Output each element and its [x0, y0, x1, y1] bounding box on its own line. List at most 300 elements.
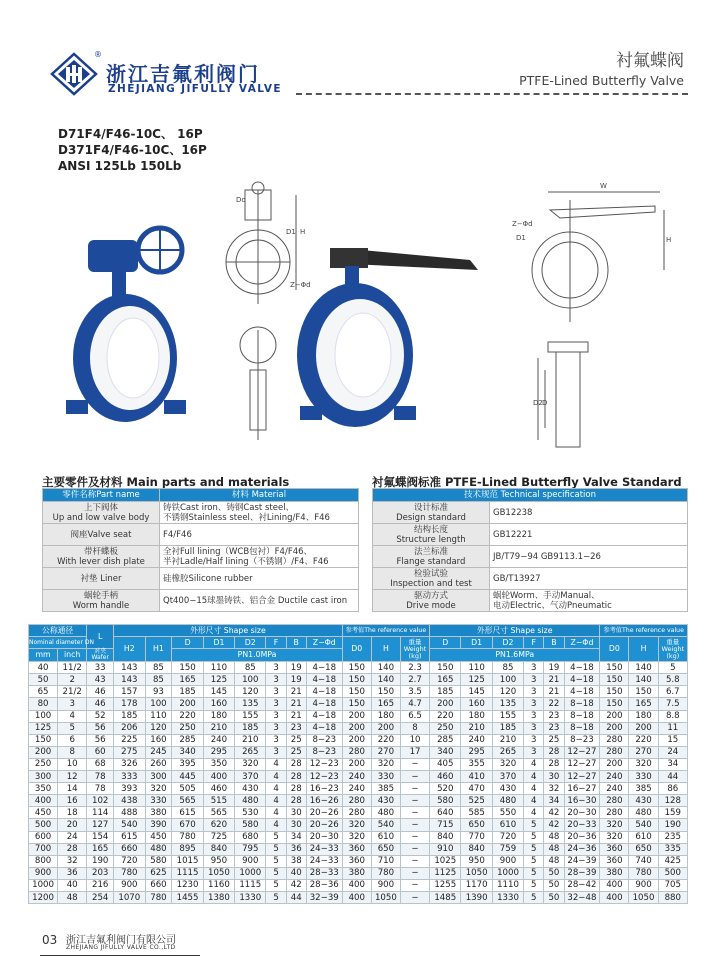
standard-col-spec: 技术规范 Technical specification: [373, 489, 688, 502]
table-cell: −: [400, 819, 429, 831]
table-cell: 150: [342, 674, 371, 686]
header-dn-en-text: Nominal diameter: [29, 639, 83, 647]
table-cell: 20−30: [564, 807, 600, 819]
table-cell: 21: [544, 686, 564, 698]
table-cell: 395: [172, 758, 203, 770]
table-cell: 1050: [203, 867, 234, 879]
table-cell: 5: [266, 855, 286, 867]
table-cell: 1160: [203, 879, 234, 891]
table-cell: 430: [235, 783, 266, 795]
table-cell: 210: [235, 734, 266, 746]
table-cell: 6.5: [400, 710, 429, 722]
table-cell: 8−23: [306, 746, 342, 758]
table-cell: 410: [461, 771, 492, 783]
table-cell: 3: [524, 698, 544, 710]
table-cell: 140: [629, 662, 658, 674]
model-line-1: D71F4/F46-10C、 16P: [58, 127, 203, 141]
table-cell: 5: [58, 722, 87, 734]
table-cell: 42: [286, 879, 306, 891]
table-cell: 28: [286, 771, 306, 783]
header-ref-2: 参考值The reference value: [600, 625, 688, 637]
table-cell: 32−48: [564, 891, 600, 903]
table-cell: 50: [544, 891, 564, 903]
table-cell: 30: [286, 819, 306, 831]
company-name-en: ZHEJIANG JIFULLY VALVE: [108, 83, 282, 95]
header-shape-1: 外形尺寸 Shape size: [114, 625, 343, 637]
col-h: H: [371, 637, 400, 662]
table-cell: 43: [87, 674, 114, 686]
table-cell: 46: [87, 686, 114, 698]
table-cell: 5.8: [658, 674, 687, 686]
label-do: Do: [236, 196, 246, 204]
table-cell: 200: [371, 722, 400, 734]
table-cell: 28: [58, 843, 87, 855]
table-cell: 400: [600, 891, 629, 903]
table-cell: 50: [29, 674, 58, 686]
table-cell: 3: [266, 734, 286, 746]
table-cell: 710: [371, 855, 400, 867]
company-name-cn: 浙江吉氟利阀门: [106, 62, 260, 86]
table-cell: 4: [524, 795, 544, 807]
table-cell: 3: [524, 722, 544, 734]
table-cell: 24−33: [306, 843, 342, 855]
col-b-2: B: [544, 637, 564, 649]
table-cell: 350: [203, 758, 234, 770]
table-cell: 660: [114, 843, 145, 855]
table-cell: 3: [266, 686, 286, 698]
table-cell: 505: [172, 783, 203, 795]
table-cell: 125: [29, 722, 58, 734]
table-cell: 1050: [461, 867, 492, 879]
col-f-2: F: [524, 637, 544, 649]
table-cell: 4−18: [564, 662, 600, 674]
table-cell: 8: [400, 722, 429, 734]
table-cell: 3: [266, 746, 286, 758]
table-cell: 540: [114, 819, 145, 831]
table-cell: 670: [172, 819, 203, 831]
table-cell: 385: [629, 783, 658, 795]
table-cell: 280: [600, 807, 629, 819]
table-cell: 780: [172, 831, 203, 843]
table-cell: −: [400, 879, 429, 891]
col-d1-2: D1: [461, 637, 492, 649]
table-cell: 135: [235, 698, 266, 710]
table-cell: 2.3: [400, 662, 429, 674]
label-d1: D1: [286, 228, 296, 236]
table-cell: 780: [145, 891, 172, 903]
table-cell: 8−23: [306, 734, 342, 746]
table-cell: 15: [658, 734, 687, 746]
table-cell: 326: [114, 758, 145, 770]
table-cell: 330: [145, 795, 172, 807]
table-cell: 950: [461, 855, 492, 867]
table-cell: 16−30: [564, 795, 600, 807]
table-cell: 93: [145, 686, 172, 698]
table-cell: 500: [29, 819, 58, 831]
table-cell: 880: [658, 891, 687, 903]
part-name: 衬垫 Liner: [43, 568, 160, 590]
table-cell: 650: [629, 843, 658, 855]
table-cell: 600: [29, 831, 58, 843]
table-cell: 165: [371, 698, 400, 710]
table-cell: 265: [492, 746, 523, 758]
table-cell: 150: [342, 698, 371, 710]
table-cell: 42: [544, 819, 564, 831]
table-cell: 3: [524, 674, 544, 686]
table-cell: 4: [266, 819, 286, 831]
table-cell: 4: [266, 758, 286, 770]
table-cell: 1000: [492, 867, 523, 879]
table-cell: 480: [371, 807, 400, 819]
table-cell: 185: [172, 686, 203, 698]
table-cell: 85: [492, 662, 523, 674]
table-cell: 530: [235, 807, 266, 819]
header-l-label: L: [98, 631, 103, 641]
table-cell: 1015: [172, 855, 203, 867]
table-cell: 140: [371, 662, 400, 674]
table-cell: 3: [524, 710, 544, 722]
table-cell: 4: [266, 795, 286, 807]
table-cell: 3: [524, 734, 544, 746]
table-cell: 265: [235, 746, 266, 758]
col-h2: H2: [114, 637, 145, 662]
table-cell: 4: [58, 710, 87, 722]
table-cell: 3: [266, 698, 286, 710]
table-cell: 120: [145, 722, 172, 734]
table-cell: 250: [430, 722, 461, 734]
table-cell: 100: [492, 674, 523, 686]
table-cell: 565: [203, 807, 234, 819]
table-cell: 20−26: [306, 807, 342, 819]
table-cell: 3.5: [400, 686, 429, 698]
table-cell: 60: [87, 746, 114, 758]
table-cell: 155: [492, 710, 523, 722]
label-d2: D2: [533, 399, 543, 407]
table-cell: 28: [544, 758, 564, 770]
table-cell: 114: [87, 807, 114, 819]
table-cell: 580: [145, 855, 172, 867]
table-row: [29, 758, 688, 770]
table-cell: 1025: [430, 855, 461, 867]
table-row: [29, 879, 688, 891]
standard-name: 检验试验 Inspection and test: [373, 568, 490, 590]
table-cell: 3: [266, 710, 286, 722]
table-cell: 1000: [235, 867, 266, 879]
table-cell: 36: [58, 867, 87, 879]
table-cell: 720: [492, 831, 523, 843]
table-cell: 4−18: [306, 722, 342, 734]
table-cell: 240: [600, 771, 629, 783]
table-cell: 8.8: [658, 710, 687, 722]
table-cell: 165: [87, 843, 114, 855]
table-cell: 68: [87, 758, 114, 770]
table-cell: 165: [629, 698, 658, 710]
table-cell: 320: [600, 831, 629, 843]
table-cell: 33: [87, 662, 114, 674]
table-row: [29, 795, 688, 807]
table-cell: 206: [114, 722, 145, 734]
table-cell: 52: [87, 710, 114, 722]
table-cell: 23: [286, 722, 306, 734]
table-cell: 23: [544, 710, 564, 722]
model-line-2: D371F4/F46-10C、16P: [58, 143, 207, 157]
table-cell: 3: [524, 746, 544, 758]
table-cell: 4: [266, 771, 286, 783]
table-cell: 100: [29, 710, 58, 722]
table-cell: −: [400, 758, 429, 770]
label-zd: Z−Φd: [290, 281, 311, 289]
table-cell: 125: [203, 674, 234, 686]
table-cell: 28: [286, 783, 306, 795]
part-name: 蜗轮手柄 Worm handle: [43, 590, 160, 612]
table-cell: 8−18: [564, 722, 600, 734]
registered-mark: ®: [94, 50, 102, 59]
table-row: [29, 710, 688, 722]
table-cell: 200: [172, 698, 203, 710]
table-cell: 190: [87, 855, 114, 867]
table-cell: 270: [629, 746, 658, 758]
col-d0: D0: [342, 637, 371, 662]
part-material: 硅橡胶Silicone rubber: [160, 568, 359, 590]
table-cell: 150: [600, 662, 629, 674]
label-zd-2: Z−Φd: [512, 220, 533, 228]
table-cell: 1380: [203, 891, 234, 903]
table-cell: 1230: [172, 879, 203, 891]
table-cell: 145: [461, 686, 492, 698]
table-cell: 165: [430, 674, 461, 686]
table-cell: 235: [658, 831, 687, 843]
parts-col-material: 材料 Material: [160, 489, 359, 502]
table-cell: 22: [544, 698, 564, 710]
table-cell: 220: [371, 734, 400, 746]
table-cell: 200: [600, 710, 629, 722]
table-cell: 48: [58, 891, 87, 903]
table-cell: 3: [524, 686, 544, 698]
table-row: [29, 686, 688, 698]
table-cell: 34: [658, 758, 687, 770]
table-cell: 3: [266, 722, 286, 734]
table-cell: 360: [342, 855, 371, 867]
table-cell: 160: [145, 734, 172, 746]
table-cell: 200: [342, 734, 371, 746]
page-title-cn: 衬氟蝶阀: [616, 51, 684, 71]
table-cell: 6: [58, 734, 87, 746]
col-wafer: 对夹 Wafer: [87, 649, 114, 662]
header-ref-1: 参考值The reference value: [342, 625, 429, 637]
table-cell: 23: [544, 722, 564, 734]
table-row: [29, 722, 688, 734]
table-cell: 3: [524, 662, 544, 674]
table-cell: 240: [203, 734, 234, 746]
table-cell: 1170: [461, 879, 492, 891]
table-cell: 200: [600, 758, 629, 770]
table-cell: 245: [145, 746, 172, 758]
table-cell: 285: [430, 734, 461, 746]
table-cell: 4: [524, 783, 544, 795]
table-cell: 2: [58, 674, 87, 686]
table-cell: 1050: [371, 891, 400, 903]
table-cell: 2.7: [400, 674, 429, 686]
table-cell: 725: [203, 831, 234, 843]
table-cell: 110: [461, 662, 492, 674]
table-cell: 425: [658, 855, 687, 867]
table-row: [29, 771, 688, 783]
table-cell: 200: [29, 746, 58, 758]
col-b: B: [286, 637, 306, 649]
table-cell: 20: [58, 819, 87, 831]
table-cell: 160: [461, 698, 492, 710]
table-cell: 24: [58, 831, 87, 843]
table-cell: 21: [286, 686, 306, 698]
table-cell: 430: [629, 795, 658, 807]
table-cell: 400: [342, 891, 371, 903]
table-cell: 900: [29, 867, 58, 879]
table-cell: 65: [29, 686, 58, 698]
table-cell: 330: [629, 771, 658, 783]
table-cell: 150: [29, 734, 58, 746]
lever-valve-image: [297, 248, 478, 427]
table-cell: 24−36: [564, 843, 600, 855]
table-cell: 4−18: [306, 674, 342, 686]
table-cell: 840: [430, 831, 461, 843]
table-cell: 160: [203, 698, 234, 710]
table-cell: 185: [235, 722, 266, 734]
table-cell: 38: [286, 855, 306, 867]
table-row: [29, 734, 688, 746]
table-cell: 615: [114, 831, 145, 843]
table-cell: 4: [266, 807, 286, 819]
col-zd-2: Z−Φd: [564, 637, 600, 649]
table-cell: 28−39: [564, 867, 600, 879]
table-cell: 300: [29, 771, 58, 783]
table-cell: 240: [600, 783, 629, 795]
col-f: F: [266, 637, 286, 649]
table-cell: 155: [235, 710, 266, 722]
header-shape-2: 外形尺寸 Shape size: [430, 625, 600, 637]
standard-value: JB/T79−94 GB9113.1−26: [490, 546, 688, 568]
table-cell: 300: [145, 771, 172, 783]
table-cell: 895: [172, 843, 203, 855]
table-cell: 21: [544, 674, 564, 686]
table-row: [29, 843, 688, 855]
table-cell: 210: [492, 734, 523, 746]
table-cell: 900: [629, 879, 658, 891]
table-cell: 680: [235, 831, 266, 843]
table-row: [29, 783, 688, 795]
table-cell: 400: [600, 879, 629, 891]
table-cell: 48: [544, 855, 564, 867]
table-cell: 143: [114, 662, 145, 674]
table-cell: 320: [371, 758, 400, 770]
table-cell: 128: [658, 795, 687, 807]
table-cell: 280: [600, 746, 629, 758]
standard-value: GB12221: [490, 524, 688, 546]
table-cell: 480: [235, 795, 266, 807]
table-cell: 50: [544, 867, 564, 879]
table-cell: 280: [342, 746, 371, 758]
table-cell: 400: [29, 795, 58, 807]
table-cell: 150: [342, 686, 371, 698]
table-cell: 190: [658, 819, 687, 831]
table-cell: 5: [524, 891, 544, 903]
table-cell: 135: [492, 698, 523, 710]
table-cell: 430: [492, 783, 523, 795]
table-cell: 280: [600, 734, 629, 746]
table-cell: −: [400, 831, 429, 843]
table-cell: 85: [145, 662, 172, 674]
table-cell: 203: [87, 867, 114, 879]
table-cell: 380: [600, 867, 629, 879]
table-cell: 180: [461, 710, 492, 722]
table-cell: 250: [172, 722, 203, 734]
table-cell: 1070: [114, 891, 145, 903]
standard-value: GB/T13927: [490, 568, 688, 590]
table-cell: 32: [544, 783, 564, 795]
table-cell: 110: [145, 710, 172, 722]
table-cell: 285: [172, 734, 203, 746]
table-cell: 500: [658, 867, 687, 879]
table-cell: 333: [114, 771, 145, 783]
table-cell: 480: [145, 843, 172, 855]
table-cell: 900: [371, 879, 400, 891]
table-cell: 18: [58, 807, 87, 819]
table-cell: 400: [342, 879, 371, 891]
table-cell: 8−18: [564, 710, 600, 722]
table-cell: 740: [629, 855, 658, 867]
table-cell: 178: [114, 698, 145, 710]
table-cell: 20−33: [564, 819, 600, 831]
table-cell: 340: [172, 746, 203, 758]
table-cell: 625: [145, 867, 172, 879]
table-cell: 1115: [235, 879, 266, 891]
header-dn-en: [29, 637, 94, 649]
table-row: [29, 855, 688, 867]
table-cell: 78: [87, 771, 114, 783]
table-cell: 585: [461, 807, 492, 819]
table-cell: 8−18: [564, 698, 600, 710]
table-cell: 150: [629, 686, 658, 698]
table-cell: 5: [266, 843, 286, 855]
table-cell: 3: [266, 662, 286, 674]
table-cell: 610: [492, 819, 523, 831]
table-cell: 615: [172, 807, 203, 819]
table-cell: 320: [600, 819, 629, 831]
header-dn-code: DN: [84, 639, 94, 647]
table-cell: 445: [172, 771, 203, 783]
table-cell: 355: [461, 758, 492, 770]
table-cell: 28: [286, 758, 306, 770]
col-h1: H1: [145, 637, 172, 662]
table-cell: 800: [29, 855, 58, 867]
footer-company-cn: 浙江吉氟利阀门有限公司: [66, 935, 176, 946]
table-cell: 185: [430, 686, 461, 698]
table-cell: 6.7: [658, 686, 687, 698]
header-divider: [296, 93, 688, 95]
table-cell: 240: [342, 771, 371, 783]
col-mm: mm: [29, 649, 58, 662]
dimension-rows: [29, 662, 688, 904]
table-cell: 705: [658, 879, 687, 891]
table-cell: 180: [203, 710, 234, 722]
table-cell: 4: [524, 771, 544, 783]
table-cell: 910: [430, 843, 461, 855]
table-cell: −: [400, 771, 429, 783]
table-cell: 515: [203, 795, 234, 807]
table-cell: 220: [430, 710, 461, 722]
table-cell: 550: [492, 807, 523, 819]
table-cell: 50: [544, 879, 564, 891]
col-d-2: D: [430, 637, 461, 649]
